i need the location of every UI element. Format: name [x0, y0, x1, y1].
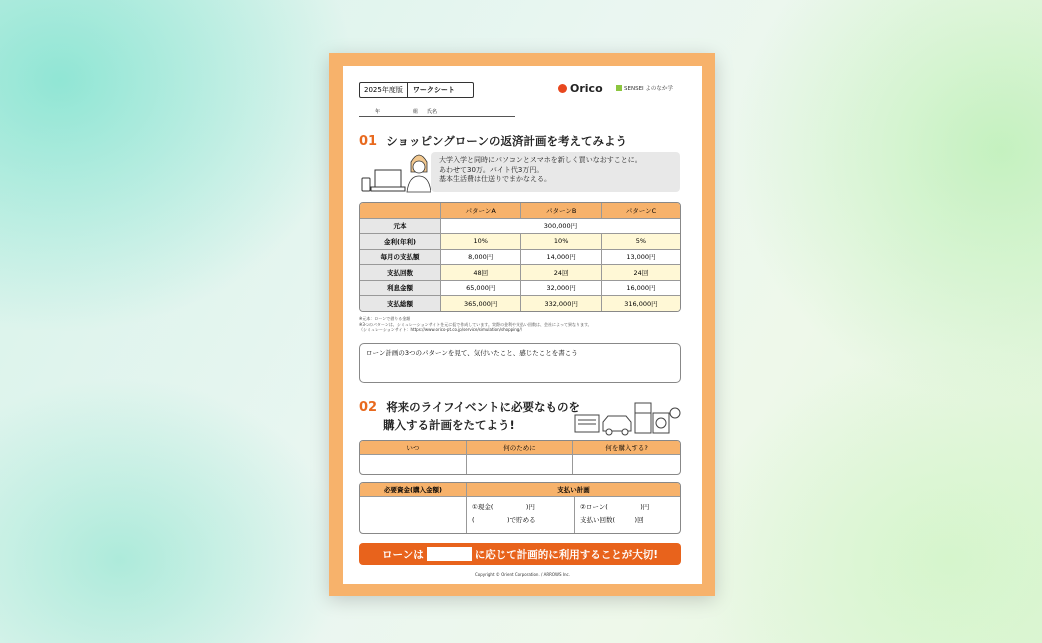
table-cell: 24回 [602, 265, 680, 281]
section-1-number: 01 [359, 134, 378, 149]
year-label: 2025年度版 [360, 83, 408, 97]
banner-blank-field[interactable] [427, 547, 472, 561]
name-line [359, 106, 515, 117]
table-cell: 332,000円 [521, 296, 601, 311]
table-cell: 48回 [441, 265, 521, 281]
sensei-logo: SENSEI よのなか学 [616, 84, 673, 92]
banner-text-after: に応じて計画的に利用することが大切! [474, 548, 659, 561]
table-header-cell: パターンA [441, 203, 521, 219]
key-message-banner [359, 543, 681, 565]
when-input-cell[interactable] [360, 455, 467, 474]
table-header-cell: 必要資金(購入金額) [360, 483, 467, 497]
item-input-cell[interactable] [573, 455, 680, 474]
table-cell: 10% [521, 234, 601, 250]
principal-value: 300,000円 [441, 219, 680, 235]
cash-plan-cell[interactable] [467, 497, 575, 533]
table-cell: 5% [602, 234, 680, 250]
table-row [360, 250, 680, 266]
table-cell: 10% [441, 234, 521, 250]
table-header-cell: 何を購入する? [573, 441, 680, 455]
table-notes [359, 316, 592, 333]
life-event-items-icon [573, 399, 683, 437]
note-line: ※元本：ローンで借りる金額 [359, 316, 411, 321]
table-cell: 65,000円 [441, 281, 521, 297]
section-2-heading [359, 398, 580, 433]
row-label: 支払総額 [360, 296, 441, 311]
worksheet-header [359, 82, 474, 98]
worksheet-frame [329, 53, 715, 596]
cash-line: ①現金( )円 [472, 503, 535, 511]
life-event-plan-table [359, 440, 681, 475]
table-header-cell [360, 203, 441, 219]
row-label: 金利(年利) [360, 234, 441, 250]
table-row [360, 219, 680, 235]
orico-logo: Orico [558, 82, 603, 95]
table-row [360, 265, 680, 281]
note-line: （シミュレーションサイト：https://www.orico-pt.co.jp/service/simulation/shopping/） [359, 327, 525, 332]
loan-pattern-table [359, 202, 681, 312]
table-header-cell: 支払い計画 [467, 483, 680, 497]
row-label: 利息金額 [360, 281, 441, 297]
table-header-cell: 何のために [467, 441, 574, 455]
row-label: 元本 [360, 219, 441, 235]
loan-line: ②ローン( )円 [580, 503, 650, 511]
table-header-cell: パターンC [602, 203, 680, 219]
purpose-input-cell[interactable] [467, 455, 574, 474]
section-1-title: ショッピングローンの返済計画を考えてみよう [386, 134, 627, 148]
grade-label: 年 [375, 109, 381, 115]
reflection-box[interactable] [359, 343, 681, 383]
note-line: ※3つのパターンは、シミュレーションサイトを元に仮で作成しています。実際の金利や支払い回数は、会社によって異なります。 [359, 321, 592, 327]
table-row [360, 296, 680, 311]
section-2-title-line2: 購入する計画をたてよう! [383, 418, 515, 432]
loan-count-line: 支払い回数( )回 [580, 516, 644, 524]
table-header-cell: パターンB [521, 203, 601, 219]
scenario-line: あわせて30万。バイト代3万円。 [439, 165, 544, 174]
class-label: 組 [413, 109, 419, 115]
table-header-row [360, 203, 680, 219]
table-cell: 13,000円 [602, 250, 680, 266]
copyright: Copyright © Orient Corporation. / ARROWS Inc. [474, 572, 570, 577]
loan-plan-cell[interactable] [575, 497, 680, 533]
table-cell: 8,000円 [441, 250, 521, 266]
table-cell: 365,000円 [441, 296, 521, 311]
required-funds-cell[interactable] [360, 497, 467, 533]
table-cell: 32,000円 [521, 281, 601, 297]
table-cell: 14,000円 [521, 250, 601, 266]
student-laptop-icon [359, 148, 431, 198]
table-cell: 316,000円 [602, 296, 680, 311]
orico-dot-icon [558, 84, 567, 93]
table-row [360, 281, 680, 297]
section-1-heading [359, 130, 627, 149]
scenario-bubble [431, 152, 680, 192]
row-label: 毎月の支払額 [360, 250, 441, 266]
reflection-prompt: ローン計画の3つのパターンを見て、気付いたこと、感じたことを書こう [366, 349, 578, 357]
table-row [360, 234, 680, 250]
section-2-number: 02 [359, 400, 378, 415]
worksheet-paper [343, 66, 702, 584]
row-label: 支払回数 [360, 265, 441, 281]
name-label: 氏名 [427, 109, 438, 115]
cash-save-line: ( )で貯める [472, 516, 536, 524]
sheet-label: ワークシート [412, 86, 455, 94]
funding-plan-table [359, 482, 681, 534]
scenario-line: 基本生活費は仕送りでまかなえる。 [439, 175, 551, 183]
banner-text-before: ローンは [381, 548, 424, 561]
table-cell: 24回 [521, 265, 601, 281]
scenario-line: 大学入学と同時にパソコンとスマホを新しく買いなおすことに。 [439, 156, 642, 164]
sensei-mark-icon [616, 85, 622, 91]
table-cell: 16,000円 [602, 281, 680, 297]
table-header-cell: いつ [360, 441, 467, 455]
section-2-title-line1: 将来のライフイベントに必要なものを [386, 400, 580, 414]
